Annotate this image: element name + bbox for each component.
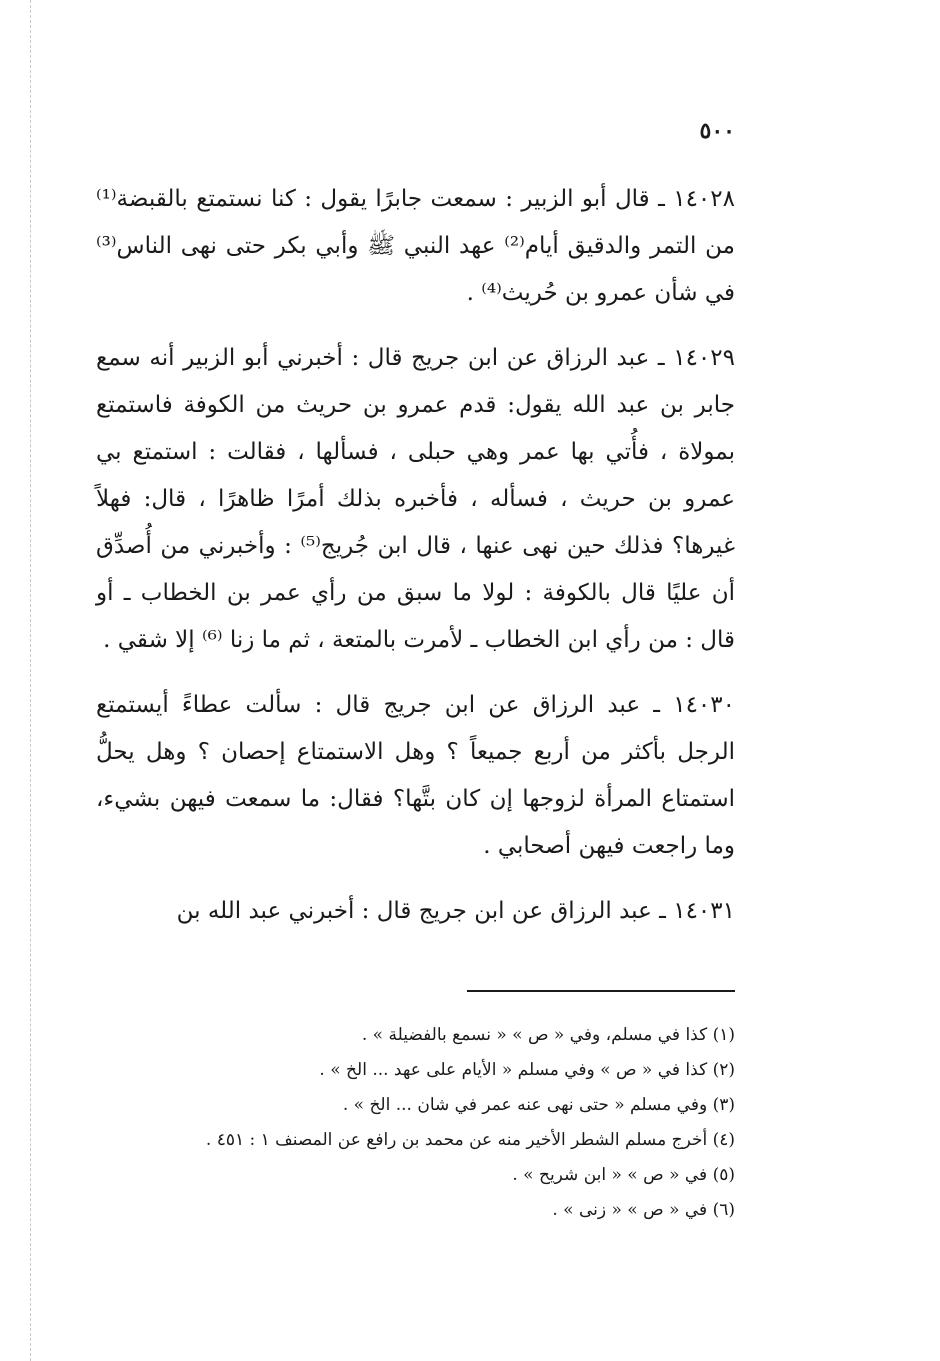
- footnote-separator: [467, 990, 735, 992]
- footnote-6: (٦) في « ص » « زنى » .: [552, 1200, 735, 1220]
- main-text: [96, 176, 735, 953]
- paragraph-dash: ـ: [651, 898, 666, 924]
- paragraph-14029: [96, 335, 735, 664]
- paragraph-14028: [96, 176, 735, 317]
- paragraph-number: ١٤٠٢٩: [673, 345, 735, 371]
- footnote-2: (٢) كذا في « ص » وفي مسلم « الأيام على عهد ... الخ » .: [319, 1060, 735, 1080]
- paragraph-dash: ـ: [640, 692, 661, 718]
- footnote-5: (٥) في « ص » « ابن شريح » .: [512, 1165, 735, 1185]
- paragraph-14031: [96, 888, 735, 935]
- paragraph-number: ١٤٠٣١: [673, 898, 735, 924]
- paragraph-body: عبد الرزاق عن ابن جريج قال : أخبرني أبو الزبير أنه سمع جابر بن عبد الله يقول: قدم عمرو بن حريث من الكوفة فاستمتع بمولاة ، فأُتي بها عمر وهي حبلى ، فسألها ، فقالت : استمتع بي عمرو بن حريث ، فسأله ، فأخبره بذلك أمرًا ظاهرًا ، قال: فهلاً غيرها؟ فذلك حين نهى عنها ، قال ابن جُريج⁽⁵⁾ : وأخبرني من أُصدِّق أن عليًا قال بالكوفة : لولا ما سبق من رأي عمر بن الخطاب ـ أو قال : من رأي ابن الخطاب ـ لأمرت بالمتعة ، ثم ما زنا ⁽⁶⁾ إلا شقي .: [96, 345, 735, 653]
- paragraph-body: عبد الرزاق عن ابن جريج قال : سألت عطاءً أيستمتع الرجل بأكثر من أربع جميعاً ؟ وهل الاستمتاع إحصان ؟ وهل يحلُّ استمتاع المرأة لزوجها إن كان بتَّها؟ فقال: ما سمعت فيهن بشيء، وما راجعت فيهن أصحابي .: [96, 692, 735, 859]
- footnote-1: (١) كذا في مسلم، وفي « ص » « نسمع بالفضيلة » .: [361, 1025, 735, 1045]
- paragraph-dash: ـ: [649, 186, 665, 212]
- paragraph-14030: [96, 682, 735, 870]
- paragraph-dash: ـ: [649, 345, 665, 371]
- paragraph-number: ١٤٠٣٠: [673, 692, 735, 718]
- footnote-3: (٣) وفي مسلم « حتى نهى عنه عمر في شان ... الخ » .: [342, 1095, 735, 1115]
- footnotes: [96, 1018, 735, 1228]
- page-number: ٥٠٠: [699, 118, 735, 144]
- paragraph-number: ١٤٠٢٨: [673, 186, 735, 212]
- paragraph-body: عبد الرزاق عن ابن جريج قال : أخبرني عبد الله بن: [176, 898, 652, 924]
- paragraph-body: قال أبو الزبير : سمعت جابرًا يقول : كنا نستمتع بالقبضة⁽¹⁾ من التمر والدقيق أيام⁽²⁾ عهد النبي ﷺ وأبي بكر حتى نهى الناس⁽³⁾ في شأن عمرو بن حُريث⁽⁴⁾ .: [96, 186, 735, 306]
- footnote-4: (٤) أخرج مسلم الشطر الأخير منه عن محمد بن رافع عن المصنف ١ : ٤٥١ .: [205, 1130, 735, 1150]
- margin-dashed-line: [30, 0, 31, 1361]
